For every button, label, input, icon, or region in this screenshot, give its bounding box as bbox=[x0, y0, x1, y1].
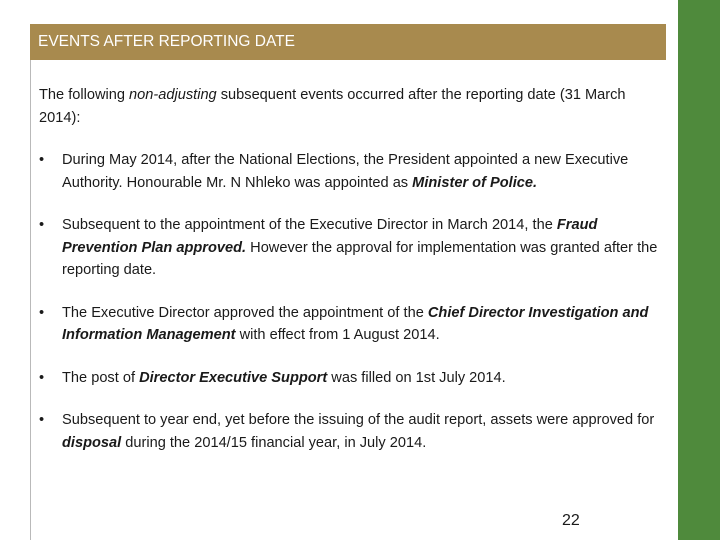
bullet-glyph: • bbox=[39, 217, 45, 233]
intro-text-end: subsequent events occurred after the reporting date (31 March 2014): bbox=[39, 87, 626, 126]
list-item bbox=[39, 367, 663, 390]
bullet-text: The post of bbox=[62, 369, 140, 386]
bullet-emphasis: Minister of Police. bbox=[412, 174, 538, 191]
bullet-glyph: • bbox=[39, 412, 45, 428]
bullet-text-end: with effect from 1 August 2014. bbox=[235, 327, 440, 343]
bullet-emphasis: Fraud Prevention Plan approved. bbox=[62, 217, 598, 256]
bullet-text: Subsequent to the appointment of the Executive Director in March 2014, the bbox=[62, 217, 557, 233]
bullet-text-end: was filled on 1st July 2014. bbox=[327, 369, 506, 386]
events-list bbox=[39, 149, 663, 454]
bullet-glyph: • bbox=[39, 369, 45, 386]
bullet-text-end: during the 2014/15 financial year, in July 2014. bbox=[121, 434, 427, 451]
bullet-emphasis: Director Executive Support bbox=[139, 369, 328, 386]
list-item bbox=[39, 409, 663, 454]
intro-paragraph bbox=[39, 84, 663, 129]
bullet-text: Subsequent to year end, yet before the issuing of the audit report, assets were approved for bbox=[62, 412, 655, 428]
page-number: 22 bbox=[562, 512, 580, 529]
bullet-text: The Executive Director approved the appointment of the bbox=[62, 304, 428, 321]
section-title: EVENTS AFTER REPORTING DATE bbox=[38, 33, 295, 50]
list-item bbox=[39, 149, 663, 194]
bullet-glyph: • bbox=[39, 304, 45, 321]
list-item bbox=[39, 302, 663, 347]
bullet-text-end: However the approval for implementation was granted after the reporting date. bbox=[62, 239, 658, 278]
bullet-emphasis: disposal bbox=[62, 434, 122, 451]
section-header bbox=[30, 24, 666, 60]
right-accent-bar bbox=[678, 0, 720, 540]
bullet-glyph: • bbox=[39, 152, 45, 168]
bullet-text: During May 2014, after the National Elections, the President appointed a new Executive Authority. Honourable Mr. N Nhleko was appointed as bbox=[62, 152, 629, 191]
bullet-emphasis: Chief Director Investigation and Information Management bbox=[62, 304, 649, 343]
left-divider-line bbox=[30, 60, 31, 540]
list-item bbox=[39, 214, 663, 282]
intro-text-start: The following bbox=[39, 87, 130, 103]
intro-emphasis: non-adjusting bbox=[129, 87, 217, 103]
slide-body bbox=[39, 84, 663, 474]
